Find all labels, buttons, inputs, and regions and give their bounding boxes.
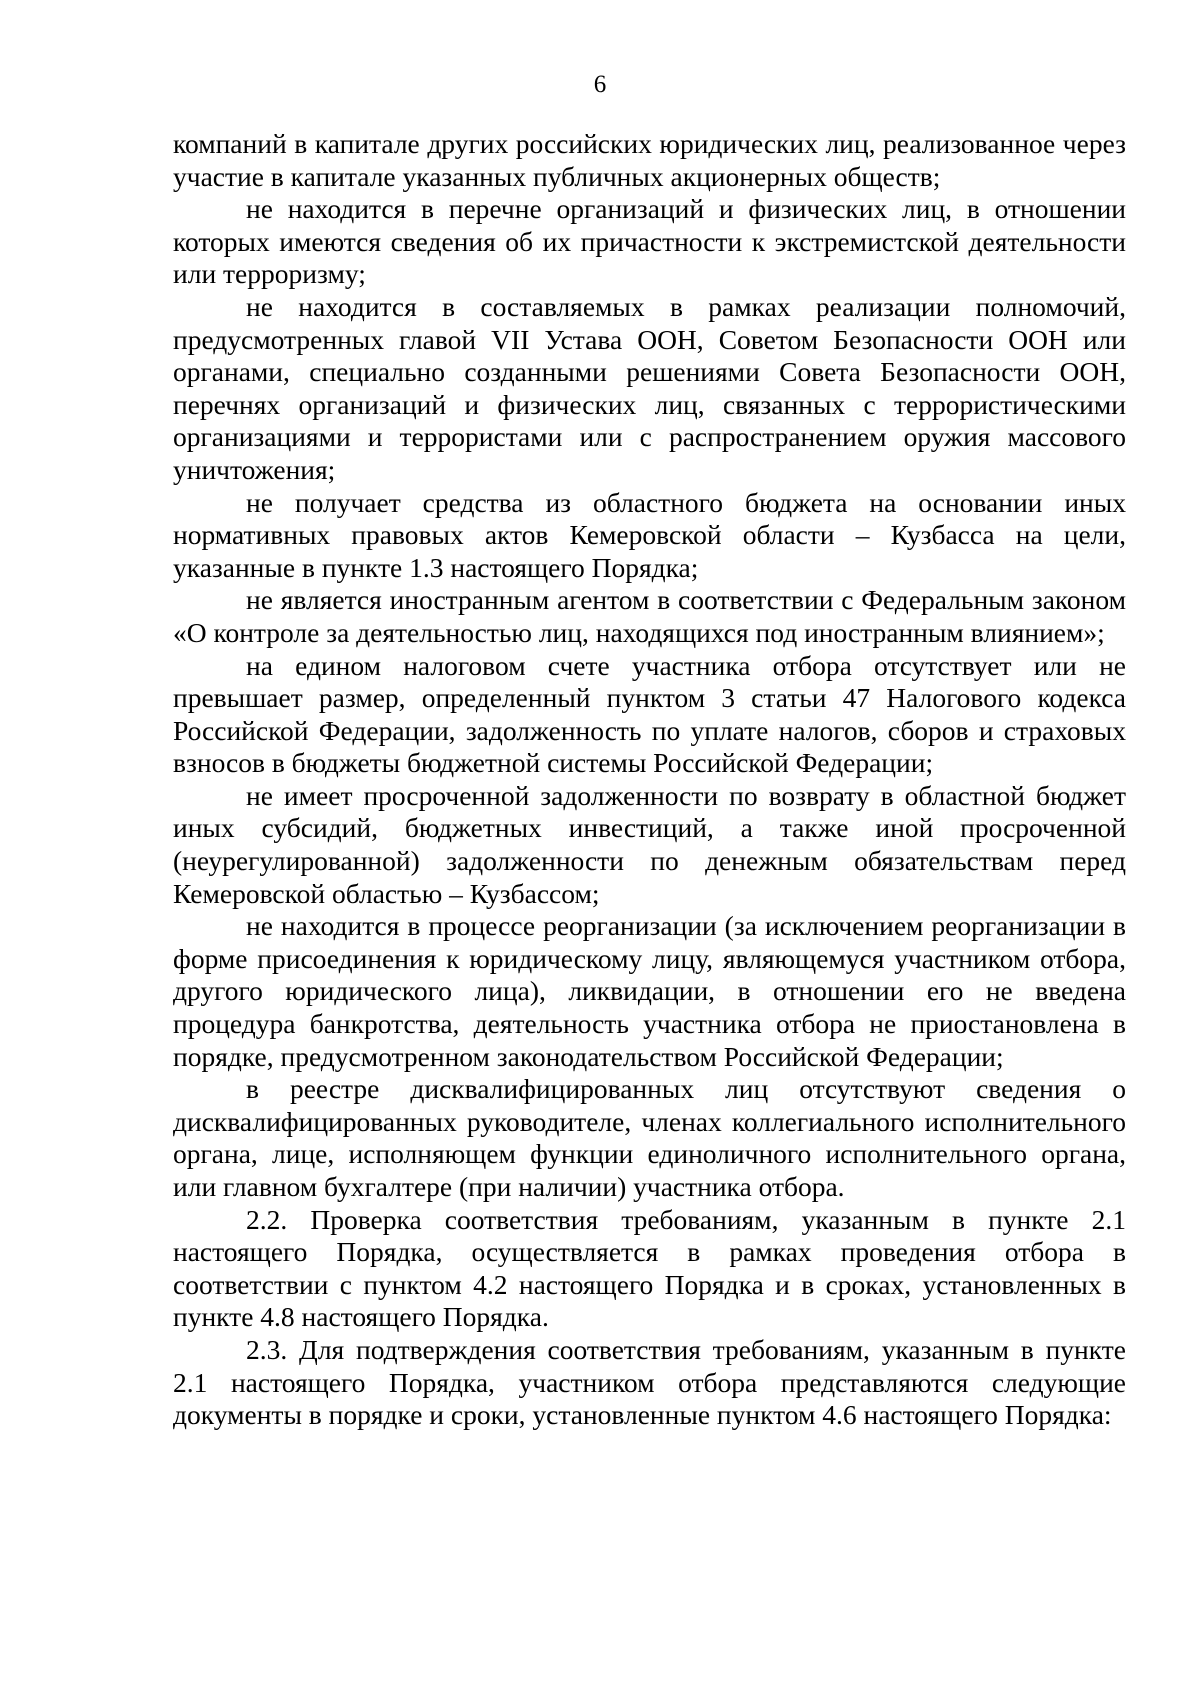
paragraph-disqualified-persons: в реестре дисквалифицированных лиц отсутствуют сведения о дисквалифицированных руководителе, членах коллегиального исполнительного органа, лице, исполняющем функции единоличного исполнительного органа, или главном бухгалтере (при наличии) участника отбора. — [173, 1073, 1126, 1202]
paragraph-2-3: 2.3. Для подтверждения соответствия требованиям, указанным в пункте 2.1 настоящего Порядка, участником отбора представляются следующие документы в порядке и сроки, установленные пунктом 4.6 настоящего Порядка: — [173, 1333, 1126, 1431]
paragraph-foreign-agent: не является иностранным агентом в соответствии с Федеральным законом «О контроле за деятельностью лиц, находящихся под иностранным влиянием»; — [173, 584, 1126, 648]
paragraph-continuation: компаний в капитале других российских юридических лиц, реализованное через участие в капитале указанных публичных акционерных обществ; — [173, 128, 1126, 192]
document-body — [173, 128, 1126, 1432]
paragraph-extremism-list: не находится в перечне организаций и физических лиц, в отношении которых имеются сведения об их причастности к экстремистской деятельности или терроризму; — [173, 193, 1126, 290]
paragraph-overdue-debt: не имеет просроченной задолженности по возврату в областной бюджет иных субсидий, бюджетных инвестиций, а также иной просроченной (неурегулированной) задолженности по денежным обязательствам перед Кемеровской областью – Кузбассом; — [173, 779, 1126, 909]
paragraph-reorganization: не находится в процессе реорганизации (за исключением реорганизации в форме присоединения к юридическому лицу, являющемуся участником отбора, другого юридического лица), ликвидации, в отношении его не введена процедура банкротства, деятельность участника отбора не приостановлена в порядке, предусмотренном законодательством Российской Федерации; — [173, 910, 1126, 1072]
paragraph-2-2: 2.2. Проверка соответствия требованиям, указанным в пункте 2.1 настоящего Порядка, осуществляется в рамках проведения отбора в соответствии с пунктом 4.2 настоящего Порядка и в сроках, установленных в пункте 4.8 настоящего Порядка. — [173, 1203, 1126, 1333]
paragraph-tax-account: на едином налоговом счете участника отбора отсутствует или не превышает размер, определенный пунктом 3 статьи 47 Налогового кодекса Российской Федерации, задолженность по уплате налогов, сборов и страховых взносов в бюджеты бюджетной системы Российской Федерации; — [173, 649, 1126, 779]
paragraph-un-sanctions-list: не находится в составляемых в рамках реализации полномочий, предусмотренных главой VII Устава ООН, Советом Безопасности ООН или органами, специально созданными решениями Совета Безопасности ООН, перечнях организаций и физических лиц, связанных с террористическими организациями и террористами или с распространением оружия массового уничтожения; — [173, 290, 1126, 485]
paragraph-regional-budget-funds: не получает средства из областного бюджета на основании иных нормативных правовых актов Кемеровской области – Кузбасса на цели, указанные в пункте 1.3 настоящего Порядка; — [173, 486, 1126, 583]
page-number: 6 — [593, 71, 607, 98]
